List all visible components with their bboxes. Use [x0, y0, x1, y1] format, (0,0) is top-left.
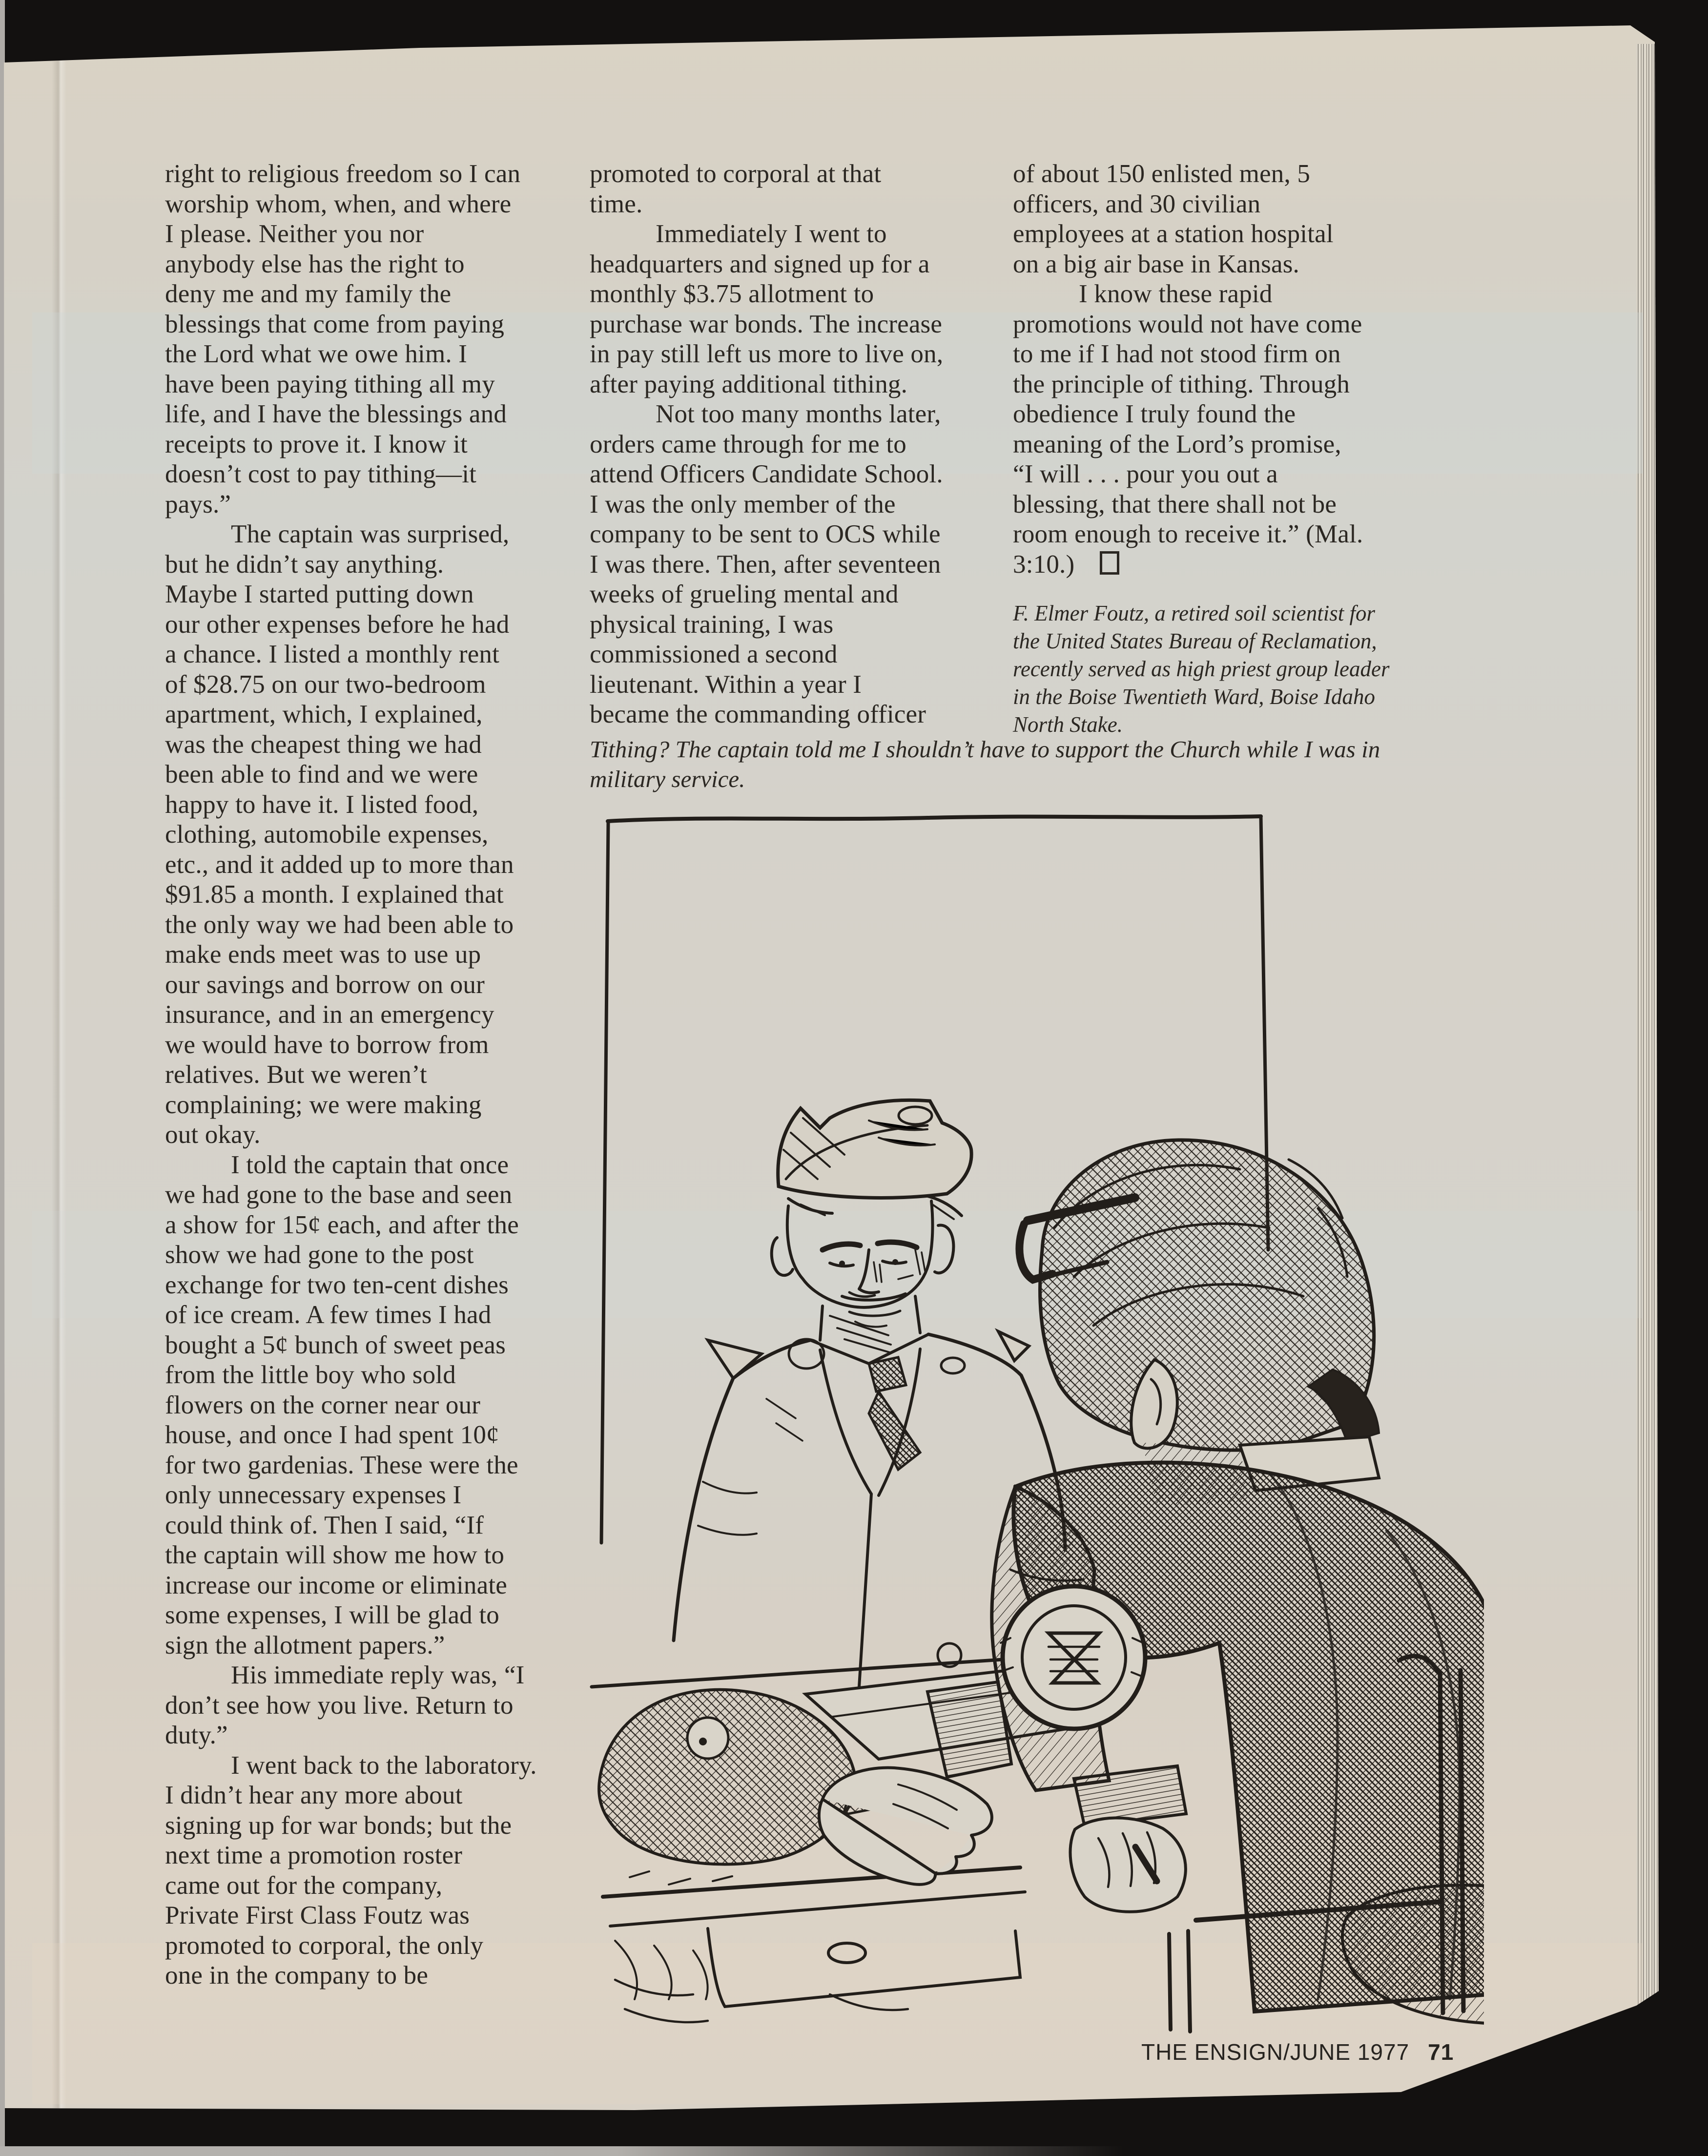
text-line: the Lord what we owe him. I — [165, 340, 468, 368]
text-line: the United States Bureau of Reclamation, — [1013, 629, 1377, 653]
text-line: obedience I truly found the — [1013, 400, 1296, 428]
text-line: His immediate reply was, “I — [231, 1661, 525, 1689]
text-line: blessing, that there shall not be — [1013, 490, 1337, 518]
text-line: I went back to the laboratory. — [231, 1751, 537, 1780]
text-line: 3:10.) — [1013, 550, 1363, 580]
text-line: clothing, automobile expenses, — [165, 820, 489, 849]
article-column-3 — [1013, 159, 1363, 580]
text-line: I was the only member of the — [590, 490, 896, 518]
text-line: out okay. — [165, 1120, 261, 1149]
text-line: Tithing? The captain told me I shouldn’t have to support the Church while I was in — [590, 736, 1380, 763]
text-line: became the commanding officer — [590, 700, 926, 728]
text-line: for two gardenias. These were the — [165, 1451, 518, 1479]
text-line: North Stake. — [1013, 712, 1123, 737]
page-number: 71 — [1428, 2039, 1454, 2065]
paragraph — [590, 219, 943, 399]
text-line: next time a promotion roster — [165, 1841, 463, 1869]
text-line: happy to have it. I listed food, — [165, 790, 479, 819]
text-line: we would have to borrow from — [165, 1030, 489, 1059]
text-line: apartment, which, I explained, — [165, 700, 483, 728]
text-line: worship whom, when, and where — [165, 189, 512, 218]
text-line: was the cheapest thing we had — [165, 730, 482, 759]
text-line: signing up for war bonds; but the — [165, 1811, 512, 1840]
text-line: insurance, and in an emergency — [165, 1000, 494, 1029]
text-line: Not too many months later, — [656, 400, 941, 428]
text-line: exchange for two ten-cent dishes — [165, 1270, 509, 1299]
text-line: our other expenses before he had — [165, 610, 510, 639]
text-line: of about 150 enlisted men, 5 — [1013, 160, 1311, 188]
text-line: house, and once I had spent 10¢ — [165, 1421, 499, 1449]
magazine-title: THE ENSIGN/JUNE 1977 — [1141, 2039, 1410, 2065]
text-line: time. — [590, 189, 643, 218]
text-line: F. Elmer Foutz, a retired soil scientist for — [1013, 601, 1376, 625]
text-line: flowers on the corner near our — [165, 1390, 481, 1419]
text-line: right to religious freedom so I can — [165, 160, 521, 188]
text-line: a show for 15¢ each, and after the — [165, 1210, 519, 1239]
text-line: one in the company to be — [165, 1961, 429, 1990]
text-line: the principle of tithing. Through — [1013, 370, 1350, 398]
text-line: promotions would not have come — [1013, 310, 1362, 338]
text-line: increase our income or eliminate — [165, 1571, 507, 1599]
text-line: bought a 5¢ bunch of sweet peas — [165, 1330, 506, 1359]
text-line: weeks of grueling mental and — [590, 580, 899, 608]
text-line: purchase war bonds. The increase — [590, 310, 943, 338]
paragraph — [165, 159, 537, 519]
page-footer — [1141, 2039, 1454, 2065]
text-line: receipts to prove it. I know it — [165, 430, 468, 458]
text-line: came out for the company, — [165, 1871, 443, 1900]
text-line: commissioned a second — [590, 640, 838, 668]
text-line: deny me and my family the — [165, 280, 452, 308]
text-line: been able to find and we were — [165, 760, 478, 788]
article-column-2 — [590, 159, 943, 730]
text-line: physical training, I was — [590, 610, 834, 639]
text-line: employees at a station hospital — [1013, 220, 1334, 248]
text-line: orders came through for me to — [590, 430, 906, 458]
text-line: attend Officers Candidate School. — [590, 460, 943, 488]
text-line: the only way we had been able to — [165, 910, 514, 939]
end-of-article-mark — [1100, 551, 1119, 575]
text-line: relatives. But we weren’t — [165, 1060, 427, 1089]
text-line: Maybe I started putting down — [165, 580, 474, 608]
text-line: I please. Neither you nor — [165, 220, 424, 248]
text-line: etc., and it added up to more than — [165, 850, 514, 879]
text-line: pays.” — [165, 490, 231, 518]
captain-figure — [992, 1140, 1484, 2011]
text-line: complaining; we were making — [165, 1090, 482, 1119]
text-line: recently served as high priest group leader — [1013, 657, 1390, 681]
paragraph — [165, 1751, 537, 1991]
text-line: we had gone to the base and seen — [165, 1181, 513, 1209]
author-bio — [1013, 600, 1390, 739]
text-line: doesn’t cost to pay tithing—it — [165, 460, 477, 488]
text-line: from the little boy who sold — [165, 1361, 456, 1389]
text-line: have been paying tithing all my — [165, 370, 495, 398]
text-line: anybody else has the right to — [165, 249, 465, 278]
text-line: company to be sent to OCS while — [590, 520, 941, 548]
text-line: “I will . . . pour you out a — [1013, 460, 1278, 488]
text-line: Private First Class Foutz was — [165, 1901, 470, 1929]
text-line: The captain was surprised, — [231, 520, 510, 548]
text-line: meaning of the Lord’s promise, — [1013, 430, 1341, 458]
page-crease — [52, 54, 66, 2110]
paragraph — [165, 1150, 537, 1661]
text-line: I know these rapid — [1079, 280, 1273, 308]
text-line: but he didn’t say anything. — [165, 550, 444, 579]
text-line: to me if I had not stood firm on — [1013, 340, 1341, 368]
text-line: promoted to corporal at that — [590, 160, 882, 188]
text-line: could think of. Then I said, “If — [165, 1511, 484, 1539]
text-line: sign the allotment papers.” — [165, 1631, 445, 1659]
text-line: make ends meet was to use up — [165, 940, 481, 969]
text-line: on a big air base in Kansas. — [1013, 249, 1299, 278]
text-line: a chance. I listed a monthly rent — [165, 640, 500, 668]
text-line: of ice cream. A few times I had — [165, 1301, 492, 1329]
text-line: I didn’t hear any more about — [165, 1781, 463, 1809]
text-line: officers, and 30 civilian — [1013, 189, 1261, 218]
text-line: promoted to corporal, the only — [165, 1931, 484, 1960]
text-line: in the Boise Twentieth Ward, Boise Idaho — [1013, 684, 1376, 709]
paragraph — [1013, 159, 1363, 279]
text-line: don’t see how you live. Return to — [165, 1691, 514, 1720]
text-line: of $28.75 on our two-bedroom — [165, 670, 486, 699]
text-line: duty.” — [165, 1721, 228, 1749]
text-line: our savings and borrow on our — [165, 970, 485, 999]
stacked-page-edges — [1636, 44, 1658, 2011]
text-line: some expenses, I will be glad to — [165, 1601, 499, 1629]
paragraph — [590, 399, 943, 730]
text-line: blessings that come from paying — [165, 310, 505, 338]
paragraph — [590, 159, 943, 219]
text-line: Immediately I went to — [656, 220, 887, 248]
text-line: I was there. Then, after seventeen — [590, 550, 941, 579]
paragraph — [165, 1660, 537, 1751]
text-line: show we had gone to the post — [165, 1241, 474, 1269]
paragraph — [1013, 279, 1363, 580]
text-line: I told the captain that once — [231, 1150, 509, 1179]
text-line: headquarters and signed up for a — [590, 249, 930, 278]
text-line: only unnecessary expenses I — [165, 1481, 462, 1509]
text-line: in pay still left us more to live on, — [590, 340, 944, 368]
illustration-drawing — [556, 808, 1484, 2038]
text-line: room enough to receive it.” (Mal. — [1013, 520, 1363, 548]
text-line: lieutenant. Within a year I — [590, 670, 862, 699]
text-line: life, and I have the blessings and — [165, 400, 507, 428]
text-line: monthly $3.75 allotment to — [590, 280, 874, 308]
text-line: after paying additional tithing. — [590, 370, 908, 398]
scanner-background-bottom — [0, 2146, 1123, 2156]
text-line: the captain will show me how to — [165, 1541, 505, 1569]
text-line: $91.85 a month. I explained that — [165, 880, 504, 909]
illustration-caption — [590, 734, 1380, 794]
text-line: military service. — [590, 766, 745, 792]
paragraph — [165, 519, 537, 1150]
article-column-1 — [165, 159, 537, 1991]
